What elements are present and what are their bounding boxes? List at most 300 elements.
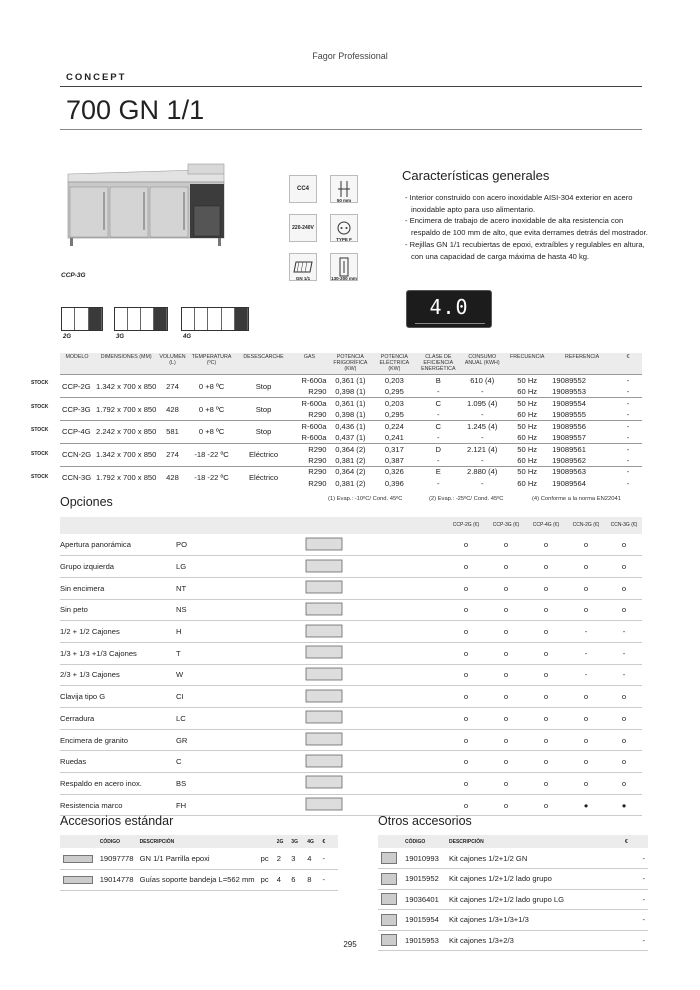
option-availability: o — [526, 664, 566, 686]
option-icon-cell — [286, 642, 446, 664]
option-availability: ● — [566, 794, 606, 816]
product-label: CCP-3G — [61, 272, 86, 279]
table-row — [60, 773, 642, 795]
option-name: Encimera de granito — [60, 729, 176, 751]
model-cell: R290 — [308, 478, 327, 488]
other-cell: 19015952 — [402, 869, 446, 890]
option-availability: o — [486, 621, 526, 643]
other-icon-cell — [378, 848, 402, 869]
model-cell: R-600a — [301, 432, 327, 442]
door-config-3g-icon — [114, 307, 168, 331]
table-row — [60, 443, 642, 454]
model-model: CCN-2G — [60, 443, 94, 466]
model-cell: 60 Hz — [517, 410, 538, 419]
option-code: NS — [176, 599, 286, 621]
other-cell: Kit cajones 1/2+1/2 GN — [446, 848, 622, 869]
divider — [60, 86, 642, 87]
option-availability: o — [566, 708, 606, 730]
table-row — [60, 869, 338, 890]
model-cell: R290 — [290, 443, 328, 454]
option-availability: o — [606, 577, 642, 599]
other-cell: Kit cajones 1/2+1/2 lado grupo — [446, 869, 622, 890]
footnote: (1) Evap.: -10ºC/ Cond. 45ºC — [328, 496, 403, 502]
model-cell: - — [437, 455, 440, 465]
model-cell: 19089563 — [550, 466, 614, 477]
col-header: FRECUENCIA — [504, 353, 550, 375]
option-availability: o — [486, 534, 526, 556]
other-accessories-table — [378, 835, 648, 951]
stock-badge: STOCK — [31, 403, 49, 410]
table-row — [60, 599, 642, 621]
other-cell: Kit cajones 1/3+2/3 — [446, 930, 622, 951]
model-vol: 274 — [158, 443, 186, 466]
option-name: Respaldo en acero inox. — [60, 773, 176, 795]
drawer-kit-icon — [381, 873, 397, 885]
model-cell: 0,387 — [384, 455, 404, 465]
model-cell: R290 — [308, 410, 327, 419]
model-cell: 0,224 — [372, 420, 416, 431]
model-vol: 428 — [158, 398, 186, 421]
other-accessories-title: Otros accesorios — [378, 814, 472, 828]
table-row — [378, 848, 648, 869]
option-icon-cell — [286, 751, 446, 773]
accessory-cell: 2 — [274, 848, 289, 869]
page-number: 295 — [343, 940, 357, 949]
option-availability: o — [606, 729, 642, 751]
option-code: LC — [176, 708, 286, 730]
door-config-4g-icon — [181, 307, 249, 331]
option-availability: o — [566, 534, 606, 556]
option-code: NT — [176, 577, 286, 599]
model-dim: 1.792 x 700 x 850 — [94, 398, 158, 421]
model-cell: 0,241 — [384, 432, 404, 442]
model-cell: - — [626, 410, 630, 419]
model-cell: - — [480, 478, 484, 488]
model-cell: 0,326 — [372, 466, 416, 477]
model-cell: 2.880 (4) — [460, 466, 504, 477]
other-cell: Kit cajones 1/2+1/2 lado grupo LG — [446, 889, 622, 910]
model-def: Eléctrico — [237, 443, 291, 466]
option-icon-cell — [286, 729, 446, 751]
option-h-icon — [304, 623, 344, 639]
option-code: PO — [176, 534, 286, 556]
model-cell: 0,317 — [372, 443, 416, 454]
option-availability: o — [446, 751, 486, 773]
other-cell: - — [622, 930, 648, 951]
brand: Fagor Professional — [312, 51, 388, 61]
model-cell: 0,361 (1) — [328, 398, 372, 409]
option-icon-cell — [286, 621, 446, 643]
col-header: VOLUMEN (L) — [158, 353, 186, 375]
table-row — [60, 751, 642, 773]
option-availability: o — [566, 686, 606, 708]
model-cell: - — [437, 432, 440, 442]
option-gr-icon — [304, 731, 344, 747]
accessory-cell: 19014778 — [97, 869, 137, 890]
other-icon-cell — [378, 910, 402, 931]
option-icon-cell — [286, 577, 446, 599]
accessory-cell: pc — [258, 848, 274, 869]
height-label: 130-200 mm — [331, 276, 357, 281]
option-availability: o — [446, 534, 486, 556]
option-availability: - — [566, 664, 606, 686]
models-table — [60, 353, 642, 489]
model-cell: 0,396 — [384, 478, 404, 488]
model-cell: 0,398 (1) — [335, 410, 366, 419]
option-availability: o — [566, 751, 606, 773]
model-vol: 581 — [158, 420, 186, 443]
option-availability: o — [526, 556, 566, 578]
model-cell: - — [614, 443, 642, 454]
swatch-label: 3G — [116, 334, 125, 340]
model-cell: - — [626, 455, 630, 465]
option-lc-icon — [304, 709, 344, 725]
option-availability: o — [446, 577, 486, 599]
drawer-kit-icon — [381, 893, 397, 905]
option-availability: o — [486, 642, 526, 664]
col-header: CÓDIGO — [97, 835, 137, 848]
model-model: CCP-4G — [60, 420, 94, 443]
model-cell: 19089562 — [552, 455, 586, 465]
other-icon-cell — [378, 869, 402, 890]
model-cell: 50 Hz — [504, 398, 550, 409]
model-cell: E — [416, 466, 460, 477]
table-row — [378, 910, 648, 931]
option-availability: o — [526, 708, 566, 730]
model-def: Stop — [237, 398, 291, 421]
feature-item: - Encimera de trabajo de acero inoxidable de alta resistencia con respaldo de 100 mm de alto, que evita derrames detrás del mostrador. — [405, 216, 648, 238]
table-row — [60, 534, 642, 556]
option-availability: o — [446, 642, 486, 664]
model-cell: R-600a — [290, 420, 328, 431]
model-cell: R290 — [290, 466, 328, 477]
model-cell: B — [416, 375, 460, 386]
col-header: CCP-3G (€) — [486, 517, 526, 534]
col-header: € — [614, 353, 642, 375]
accessory-icon-cell — [60, 869, 97, 890]
col-header: CCP-2G (€) — [446, 517, 486, 534]
option-lg-icon — [304, 558, 344, 574]
model-temp: -18 -22 ºC — [187, 443, 237, 466]
model-cell: 19089553 — [552, 387, 586, 397]
option-availability: o — [526, 729, 566, 751]
option-w-icon — [304, 666, 344, 682]
col-header: REFERENCIA — [550, 353, 614, 375]
model-cell: 0,398 (1) — [335, 387, 366, 397]
table-row — [60, 466, 642, 477]
model-cell: 19089561 — [550, 443, 614, 454]
option-code: W — [176, 664, 286, 686]
model-model: CCP-2G — [60, 375, 94, 398]
accessory-cell: pc — [258, 869, 274, 890]
model-cell: - — [614, 375, 642, 386]
table-row — [60, 398, 642, 409]
table-row — [60, 621, 642, 643]
option-availability: - — [606, 621, 642, 643]
stock-badge: STOCK — [31, 380, 49, 386]
option-icon-cell — [286, 556, 446, 578]
option-availability: o — [486, 664, 526, 686]
model-temp: 0 +8 ºC — [187, 375, 237, 398]
model-cell: 0,437 (1) — [335, 432, 366, 442]
option-name: Sin encimera — [60, 577, 176, 599]
drawer-kit-icon — [381, 914, 397, 926]
option-code: T — [176, 642, 286, 664]
option-availability: o — [446, 664, 486, 686]
option-availability: o — [526, 534, 566, 556]
option-icon-cell — [286, 708, 446, 730]
option-ns-icon — [304, 601, 344, 617]
other-cell: 19015954 — [402, 910, 446, 931]
model-cell: 60 Hz — [517, 455, 538, 465]
table-row — [60, 420, 642, 431]
model-dim: 2.242 x 700 x 850 — [94, 420, 158, 443]
model-cell: - — [614, 466, 642, 477]
option-availability: o — [446, 556, 486, 578]
model-cell: 0,295 — [384, 387, 404, 397]
model-cell: 0,436 (1) — [328, 420, 372, 431]
option-availability: - — [566, 642, 606, 664]
option-name: 1/2 + 1/2 Cajones — [60, 621, 176, 643]
option-availability: o — [446, 621, 486, 643]
features-title: Características generales — [402, 168, 550, 183]
model-cell: 60 Hz — [517, 432, 538, 442]
option-availability: o — [606, 556, 642, 578]
option-availability: o — [486, 577, 526, 599]
model-cell: 2.121 (4) — [460, 443, 504, 454]
model-cell: 19089556 — [550, 420, 614, 431]
option-code: BS — [176, 773, 286, 795]
model-model: CCN-3G — [60, 466, 94, 489]
option-availability: o — [486, 599, 526, 621]
other-cell: Kit cajones 1/3+1/3+1/3 — [446, 910, 622, 931]
accessory-cell: 4 — [274, 869, 289, 890]
model-cell: - — [480, 387, 484, 397]
table-row — [60, 848, 338, 869]
model-cell: C — [416, 420, 460, 431]
feature-item: - Rejillas GN 1/1 recubiertas de epoxi, extraíbles y regulables en altura, con una capacidad de carga máxima de hasta 40 kg. — [405, 239, 645, 261]
option-availability: o — [606, 708, 642, 730]
col-header: 2G — [274, 835, 289, 848]
model-cell: - — [437, 478, 440, 488]
col-header: TEMPERATURA (ºC) — [187, 353, 237, 375]
option-availability: o — [566, 556, 606, 578]
accessory-cell: - — [320, 869, 338, 890]
gn-label: GN 1/1 — [295, 276, 311, 281]
option-icon-cell — [286, 599, 446, 621]
model-cell: 50 Hz — [504, 375, 550, 386]
model-cell: 1.245 (4) — [460, 420, 504, 431]
option-fh-icon — [304, 796, 344, 812]
model-cell: 0,295 — [384, 410, 404, 419]
model-cell: 610 (4) — [460, 375, 504, 386]
model-cell: - — [480, 455, 484, 465]
table-row — [60, 664, 642, 686]
model-cell: 50 Hz — [504, 466, 550, 477]
features-list — [402, 192, 652, 262]
model-cell: - — [614, 398, 642, 409]
tray-icon — [63, 855, 93, 863]
table-row — [60, 556, 642, 578]
option-availability: o — [606, 751, 642, 773]
footnote: (2) Evap.: -25ºC/ Cond. 45ºC — [429, 496, 504, 502]
col-header: DESCRIPCIÓN — [137, 835, 258, 848]
model-cell: 0,381 (2) — [335, 455, 366, 465]
option-availability: o — [486, 751, 526, 773]
col-header: DESESCARCHE — [237, 353, 291, 375]
col-header: € — [622, 835, 648, 848]
model-model: CCP-3G — [60, 398, 94, 421]
col-header: POTENCIA ELÉCTRICA (KW) — [372, 353, 416, 375]
option-availability: o — [486, 708, 526, 730]
option-code: CI — [176, 686, 286, 708]
swatch-label: 2G — [63, 334, 72, 340]
option-name: Resistencia marco — [60, 794, 176, 816]
col-header: CCN-2G (€) — [566, 517, 606, 534]
model-cell: - — [626, 432, 630, 442]
stock-badge: STOCK — [31, 450, 49, 457]
col-header: CCN-3G (€) — [606, 517, 642, 534]
option-po-icon — [304, 536, 344, 552]
accessory-cell: Guías soporte bandeja L=562 mm — [137, 869, 258, 890]
other-cell: - — [622, 910, 648, 931]
model-cell: C — [416, 398, 460, 409]
option-code: C — [176, 751, 286, 773]
divider — [60, 129, 642, 130]
option-availability: o — [446, 794, 486, 816]
option-availability: o — [526, 751, 566, 773]
table-row — [60, 794, 642, 816]
plug-label: TYPE F — [336, 237, 352, 242]
accessories-table — [60, 835, 338, 891]
accessory-cell: GN 1/1 Parrilla epoxi — [137, 848, 258, 869]
model-dim: 1.342 x 700 x 850 — [94, 443, 158, 466]
option-availability: o — [526, 642, 566, 664]
option-availability: o — [566, 577, 606, 599]
accessory-cell: 3 — [288, 848, 304, 869]
table-row — [60, 686, 642, 708]
model-cell: 0,203 — [372, 398, 416, 409]
accessory-cell: 8 — [304, 869, 319, 890]
col-header: DESCRIPCIÓN — [446, 835, 622, 848]
model-def: Stop — [237, 420, 291, 443]
option-availability: o — [486, 773, 526, 795]
option-availability: o — [606, 534, 642, 556]
model-vol: 428 — [158, 466, 186, 489]
option-code: H — [176, 621, 286, 643]
option-availability: o — [486, 729, 526, 751]
model-dim: 1.792 x 700 x 850 — [94, 466, 158, 489]
col-header: CONSUMO ANUAL (KWH) — [460, 353, 504, 375]
option-icon-cell — [286, 534, 446, 556]
option-availability: o — [566, 729, 606, 751]
option-availability: - — [606, 642, 642, 664]
model-cell: 0,364 (2) — [328, 466, 372, 477]
table-row — [378, 889, 648, 910]
option-icon-cell — [286, 794, 446, 816]
option-availability: o — [526, 577, 566, 599]
option-name: 1/3 + 1/3 +1/3 Cajones — [60, 642, 176, 664]
model-temp: 0 +8 ºC — [187, 420, 237, 443]
col-header: 4G — [304, 835, 319, 848]
model-cell: - — [480, 432, 484, 442]
option-name: Clavija tipo G — [60, 686, 176, 708]
option-availability: o — [446, 599, 486, 621]
model-cell: 60 Hz — [517, 387, 538, 397]
model-cell: 1.095 (4) — [460, 398, 504, 409]
model-def: Stop — [237, 375, 291, 398]
option-availability: o — [486, 686, 526, 708]
option-name: Grupo izquierda — [60, 556, 176, 578]
option-availability: o — [566, 599, 606, 621]
other-icon-cell — [378, 889, 402, 910]
model-cell: - — [626, 478, 630, 488]
model-dim: 1.342 x 700 x 850 — [94, 375, 158, 398]
col-header: CLASE DE EFICIENCIA ENERGÉTICA — [416, 353, 460, 375]
option-availability: o — [566, 773, 606, 795]
col-header: CCP-4G (€) — [526, 517, 566, 534]
option-availability: o — [606, 599, 642, 621]
col-header: POTENCIA FRIGORÍFICA (KW) — [328, 353, 372, 375]
option-availability: - — [566, 621, 606, 643]
option-icon-cell — [286, 773, 446, 795]
model-cell: D — [416, 443, 460, 454]
col-header: MODELO — [60, 353, 94, 375]
accessory-icon-cell — [60, 848, 97, 869]
product-image — [60, 160, 230, 250]
options-table — [60, 517, 642, 816]
table-row — [60, 642, 642, 664]
option-code: FH — [176, 794, 286, 816]
feature-item: - Interior construido con acero inoxidable AISI-304 exterior en acero inoxidable apto para uso alimentario. — [405, 193, 633, 214]
model-cell: 60 Hz — [517, 478, 538, 488]
model-cell: 0,364 (2) — [328, 443, 372, 454]
model-def: Eléctrico — [237, 466, 291, 489]
accessory-cell: 4 — [304, 848, 319, 869]
model-cell: R290 — [308, 455, 327, 465]
door-config-2g-icon — [61, 307, 103, 331]
option-name: Cerradura — [60, 708, 176, 730]
other-cell: 19036401 — [402, 889, 446, 910]
other-cell: - — [622, 889, 648, 910]
model-cell: 0,203 — [372, 375, 416, 386]
model-cell: - — [437, 387, 440, 397]
option-availability: o — [446, 708, 486, 730]
model-cell: 19089557 — [552, 432, 586, 442]
accessory-cell: 6 — [288, 869, 304, 890]
option-availability: o — [446, 686, 486, 708]
cc4-icon: CC4 — [289, 175, 317, 203]
other-cell: 19010993 — [402, 848, 446, 869]
col-header: DIMENSIONES (MM) — [94, 353, 158, 375]
table-row — [60, 729, 642, 751]
model-cell: 50 Hz — [504, 420, 550, 431]
model-cell: - — [614, 420, 642, 431]
model-temp: 0 +8 ºC — [187, 398, 237, 421]
option-availability: ● — [606, 794, 642, 816]
option-ci-icon — [304, 688, 344, 704]
option-availability: o — [526, 686, 566, 708]
option-name: Ruedas — [60, 751, 176, 773]
model-cell: R-600a — [290, 398, 328, 409]
model-temp: -18 -22 ºC — [187, 466, 237, 489]
model-cell: 19089564 — [552, 478, 586, 488]
model-cell: 19089552 — [550, 375, 614, 386]
option-availability: o — [606, 686, 642, 708]
option-code: GR — [176, 729, 286, 751]
model-cell: R290 — [308, 387, 327, 397]
depth-label: 50 mm — [336, 198, 352, 203]
